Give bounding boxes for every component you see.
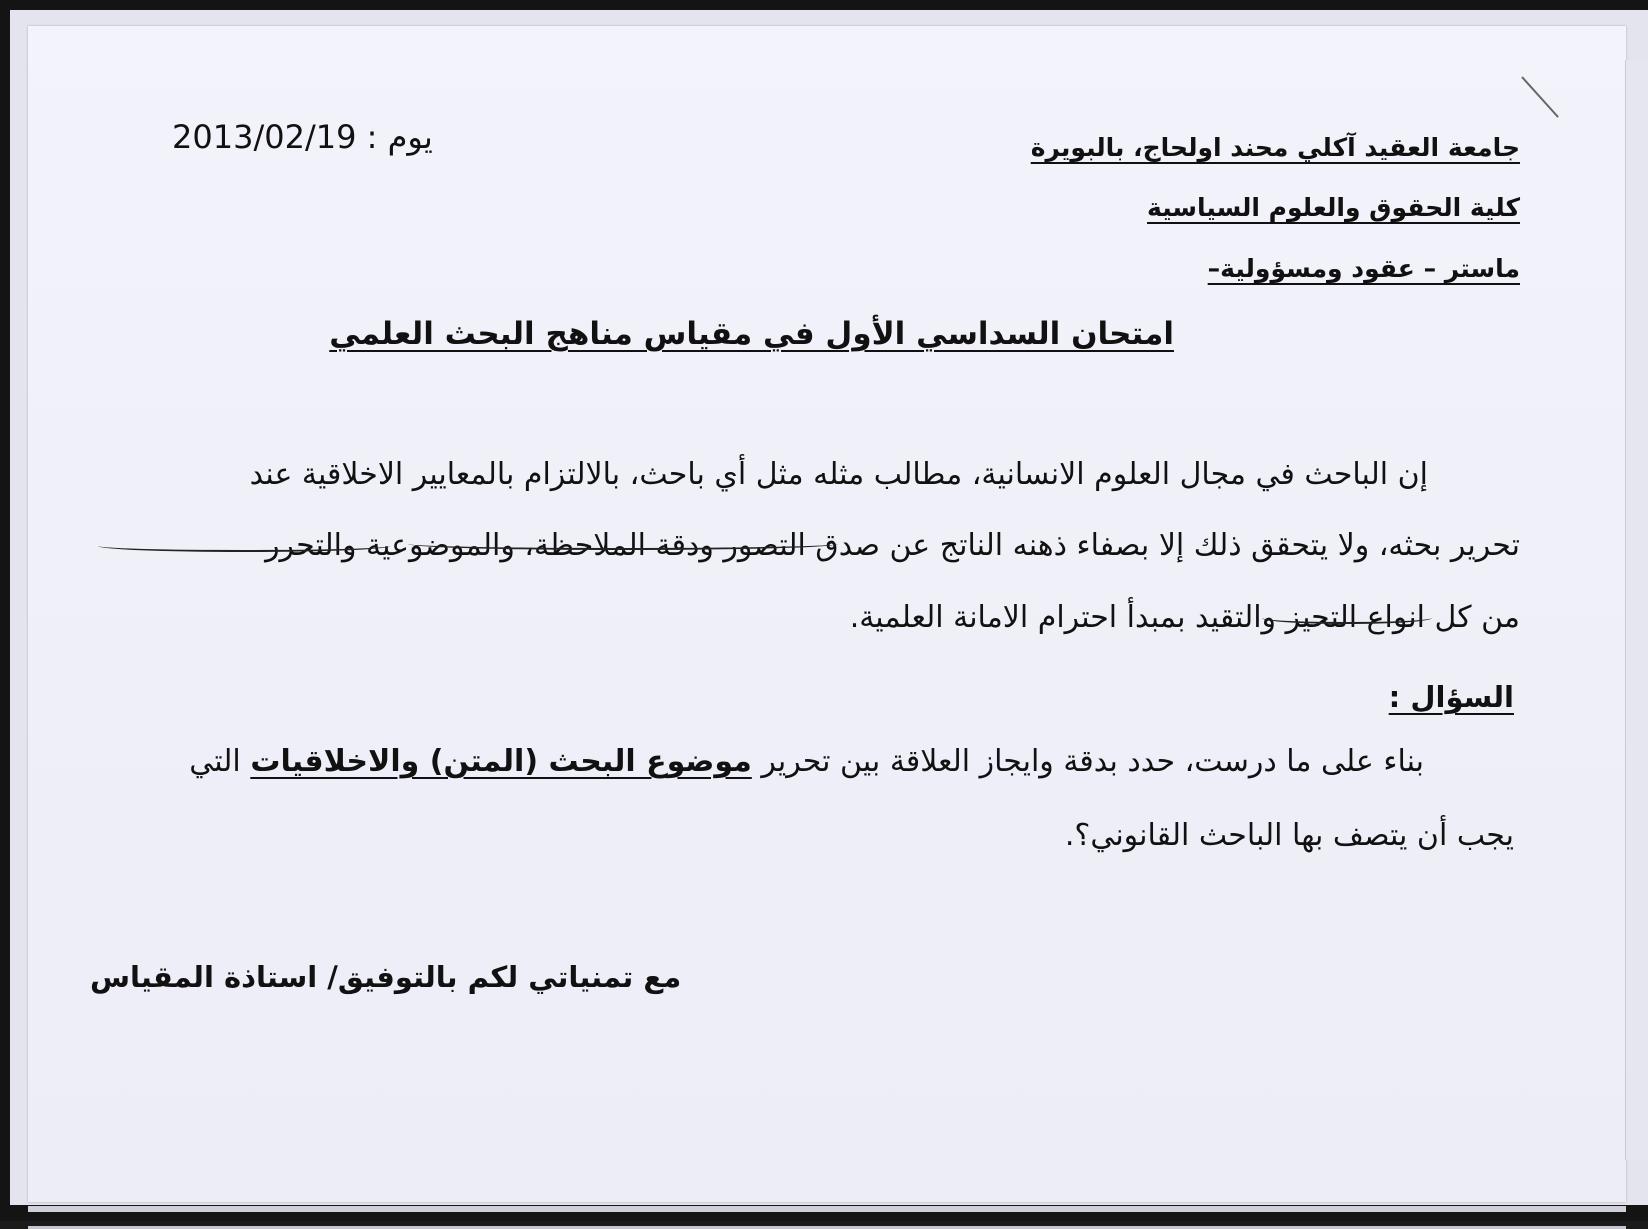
paper-edge bbox=[28, 1206, 1626, 1212]
page-title: امتحان السداسي الأول في مقياس مناهج البحث العلمي bbox=[329, 316, 1174, 352]
question-label: السؤال : bbox=[1388, 680, 1514, 714]
question-key-terms: موضوع البحث (المتن) والاخلاقيات bbox=[250, 744, 752, 779]
exam-date bbox=[172, 118, 433, 156]
pen-underline bbox=[98, 540, 390, 552]
question-line-2: يجب أن يتصف بها الباحث القانوني؟. bbox=[1064, 818, 1514, 853]
pen-underline bbox=[408, 538, 838, 550]
intro-line-2: تحرير بحثه، ولا يتحقق ذلك إلا بصفاء ذهنه الناتج عن صدق التصور ودقة الملاحظة، والموضوعية والتحرر bbox=[265, 528, 1520, 563]
exam-date-text: يوم : 2013/02/19 bbox=[172, 118, 433, 156]
closing-note: مع تمنياتي لكم بالتوفيق/ استاذة المقياس bbox=[90, 960, 682, 994]
question-text: بناء على ما درست، حدد بدقة وايجاز العلاقة بين تحرير bbox=[751, 744, 1424, 779]
paper-strip bbox=[1625, 60, 1648, 1160]
university-name: جامعة العقيد آكلي محند اولحاج، بالبويرة bbox=[1030, 133, 1520, 162]
question-line-1 bbox=[189, 744, 1424, 779]
question-text-end: التي bbox=[189, 744, 251, 779]
faculty-name: كلية الحقوق والعلوم السياسية bbox=[1147, 193, 1520, 222]
program-name: ماستر – عقود ومسؤولية– bbox=[1207, 254, 1520, 283]
intro-line-3: من كل انواع التحيز والتقيد بمبدأ احترام الامانة العلمية. bbox=[849, 600, 1520, 635]
pen-underline bbox=[1262, 612, 1432, 624]
intro-line-1: إن الباحث في مجال العلوم الانسانية، مطالب مثله مثل أي باحث، بالالتزام بالمعايير الاخلاقية عند bbox=[249, 457, 1428, 492]
